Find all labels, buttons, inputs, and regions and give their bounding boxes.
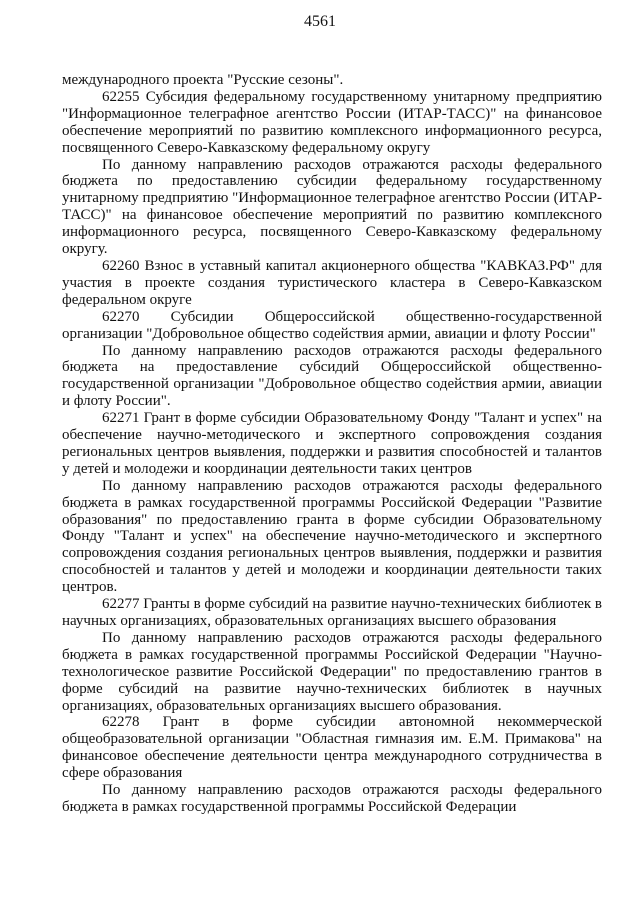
paragraph-62270-heading: 62270 Субсидии Общероссийской общественно-государственной организации "Добровольное общество содействия армии, авиации и флоту России" <box>62 308 602 342</box>
paragraph-62260-heading: 62260 Взнос в уставный капитал акционерного общества "КАВКАЗ.РФ" для участия в проекте создания туристического кластера в Северо-Кавказском федеральном округе <box>62 257 602 308</box>
paragraph-62271-heading: 62271 Грант в форме субсидии Образовательному Фонду "Талант и успех" на обеспечение научно-методического и экспертного сопровождения создания региональных центров выявления, поддержки и развития способностей и талантов у детей и молодежи и координации деятельности таких центров <box>62 410 602 477</box>
paragraph-continuation: международного проекта "Русские сезоны". <box>62 72 344 88</box>
document-body <box>62 72 602 816</box>
paragraph-62277-heading: 62277 Гранты в форме субсидий на развитие научно-технических библиотек в научных организациях, образовательных организациях высшего образования <box>62 596 602 629</box>
paragraph-62271-description: По данному направлению расходов отражаются расходы федерального бюджета в рамках государственной программы Российской Федерации "Развитие образования" по предоставлению гранта в форме субсидии Образовательному Фонду "Талант и успех" на обеспечение научно-методического и экспертного сопровождения создания региональных центров выявления, поддержки и развития способностей и талантов у детей и молодежи и координации деятельности таких центров. <box>62 477 602 596</box>
paragraph-62270-description: По данному направлению расходов отражаются расходы федерального бюджета на предоставление субсидий Общероссийской общественно-государственной организации "Добровольное общество содействия армии, авиации и флоту России". <box>62 342 602 410</box>
paragraph-62277-description: По данному направлению расходов отражаются расходы федерального бюджета в рамках государственной программы Российской Федерации "Научно-технологическое развитие Российской Федерации" по предоставлению грантов в форме субсидий на развитие научно-технических библиотек в научных организациях, образовательных организациях высшего образования. <box>62 629 602 714</box>
paragraph-62255-heading: 62255 Субсидия федеральному государственному унитарному предприятию "Информационное телеграфное агентство России (ИТАР-ТАСС)" на финансовое обеспечение мероприятий по развитию комплексного информационного ресурса, посвященного Северо-Кавказскому федеральному округу <box>62 88 602 156</box>
paragraph-62278-description: По данному направлению расходов отражаются расходы федерального бюджета в рамках государственной программы Российской Федерации <box>62 782 602 815</box>
paragraph-62255-description: По данному направлению расходов отражаются расходы федерального бюджета по предоставлению субсидии федеральному государственному унитарному предприятию "Информационное телеграфное агентство России (ИТАР-ТАСС)" на финансовое обеспечение мероприятий по развитию комплексного информационного ресурса, посвященного Северо-Кавказскому федеральному округу. <box>62 156 602 258</box>
paragraph-62278-heading: 62278 Грант в форме субсидии автономной некоммерческой общеобразовательной организации "Областная гимназия им. Е.М. Примакова" на финансовое обеспечение деятельности центра международного сотрудничества в сфере образования <box>62 714 602 782</box>
page-number: 4561 <box>304 13 336 30</box>
